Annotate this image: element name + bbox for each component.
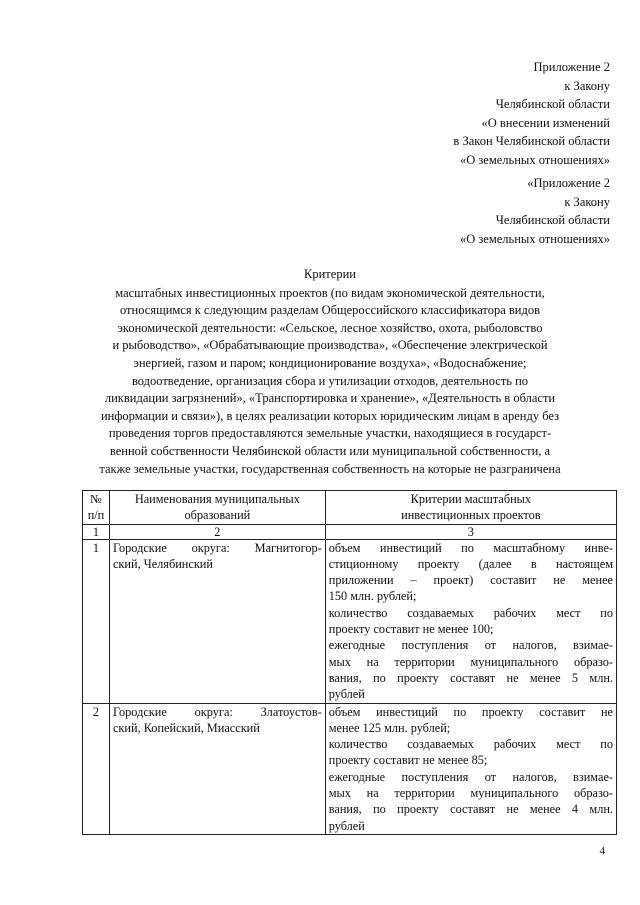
appendix-line: к Закону [564,194,610,209]
criteria-line: также земельные участки, государственная собственность на которые не разграничена [99,461,561,476]
criteria-line: экономической деятельности: «Сельское, лесное хозяйство, охота, рыболовство [117,320,543,335]
criteria-title: Критерии [304,267,356,281]
criteria-cell-line: количество создаваемых рабочих мест по [328,605,613,620]
header-municipal [109,491,325,525]
row-criteria [325,703,616,834]
municipal-line: ский, Копейский, Миасский [112,720,260,735]
table-row [83,539,617,703]
municipal-line: Городские округа: Магнитогор- [112,540,322,555]
table-column-numbers-row [83,524,617,539]
criteria-line: масштабных инвестиционных проектов (по видам экономической деятельности, [115,285,545,300]
criteria-cell-line: рублей [328,818,365,833]
table-row [83,703,617,834]
criteria-cell-line: мых на территории муниципального образо- [328,786,613,801]
criteria-cell-line: объем инвестиций по масштабному инве- [328,540,613,555]
criteria-cell-line: вания, по проекту составят не менее 4 млн. [328,802,613,817]
appendix-line: «О внесении изменений [481,115,610,130]
criteria-cell-line: менее 125 млн. рублей; [328,720,451,735]
criteria-line: и рыбоводство», «Обрабатывающие производства», «Обеспечение электрической [112,338,548,353]
row-municipal [109,703,325,834]
appendix-line: Приложение 2 [533,60,610,74]
criteria-line: венной собственности Челябинской области или муниципальной собственности, а [109,443,551,458]
appendix-line: «О земельных отношениях» [459,231,610,246]
appendix-header [453,58,610,170]
row-criteria [325,539,616,703]
criteria-line: проведения торгов предоставляются земельные участки, находящиеся в государст- [108,426,552,441]
appendix-line: Челябинской области [495,213,610,228]
municipal-line: ский, Челябинский [112,556,213,571]
header-num [83,491,110,525]
header-num-line: № [90,492,102,506]
criteria-table [82,490,617,835]
page-number: 4 [599,845,605,857]
criteria-cell-line: приложении – проект) составит не менее [328,573,613,588]
criteria-cell-line: ежегодные поступления от налогов, взимае- [328,638,613,653]
criteria-cell-line: стиционному проекту (далее в настоящем [328,556,613,571]
header-criteria-line: Критерии масштабных [410,492,532,506]
table-header-row [83,491,617,525]
criteria-line: информации и связи»), в целях реализации которых юридическим лицам в аренду без [100,408,560,423]
criteria-cell-line: количество создаваемых рабочих мест по [328,737,613,752]
appendix-line: в Закон Челябинской области [453,134,610,149]
criteria-line: энергией, газом и паром; кондиционирование воздуха», «Водоснабжение; [133,355,527,370]
column-number: 2 [109,524,325,539]
criteria-cell-line: проекту составит не менее 100; [328,622,494,637]
column-number: 1 [83,524,110,539]
row-number: 1 [83,539,110,703]
criteria-line: ликвидации загрязнений», «Транспортировка и хранение», «Деятельность в области [104,391,556,406]
appendix-line: к Закону [564,78,610,93]
header-municipal-line: Наименования муниципальных [134,492,300,506]
header-criteria [325,491,616,525]
appendix-line: «О земельных отношениях» [459,152,610,167]
row-municipal [109,539,325,703]
criteria-block [62,266,598,478]
appendix-line: Челябинской области [495,97,610,112]
header-criteria-line: инвестиционных проектов [401,508,541,523]
header-num-line: п/п [87,508,105,523]
appendix-line: «Приложение 2 [527,176,610,190]
criteria-line: относящимся к следующим разделам Общероссийского классификатора видов [119,303,541,318]
appendix-original-header [460,174,610,248]
criteria-cell-line: рублей [328,687,365,702]
municipal-line: Городские округа: Златоустов- [112,704,322,719]
row-number: 2 [83,703,110,834]
criteria-cell-line: 150 млн. рублей; [328,589,417,604]
criteria-line: водоотведение, организация сбора и утилизации отходов, деятельность по [131,373,529,388]
criteria-cell-line: ежегодные поступления от налогов, взимае- [328,769,613,784]
header-municipal-line: образований [184,508,251,523]
column-number: 3 [325,524,616,539]
criteria-cell-line: вания, по проекту составят не менее 5 млн. [328,670,613,685]
criteria-cell-line: мых на территории муниципального образо- [328,654,613,669]
criteria-cell-line: проекту составит не менее 85; [328,753,488,768]
criteria-cell-line: объем инвестиций по проекту составит не [328,704,613,719]
